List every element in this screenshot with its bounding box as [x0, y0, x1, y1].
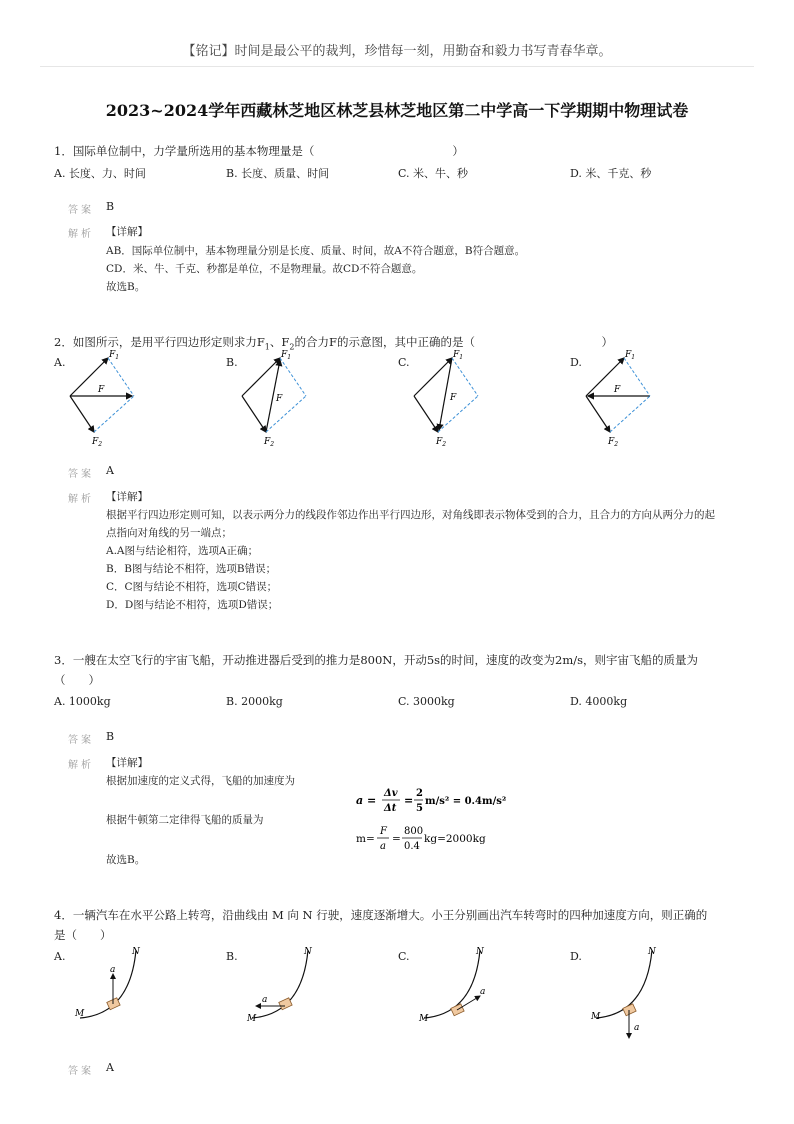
q2-explanation-line: C．C图与结论不相符，选项C错误；	[106, 581, 278, 593]
q1-option-b: B. 长度、质量、时间	[226, 167, 330, 180]
q2-option-a: A.	[54, 356, 66, 369]
header-divider	[40, 66, 754, 67]
svg-text:M: M	[591, 1012, 601, 1022]
svg-text:a: a	[110, 965, 116, 975]
svg-text:m=: m=	[356, 833, 375, 845]
svg-text:F: F	[380, 826, 387, 837]
q4-figure-a	[70, 944, 160, 1044]
q2-analysis-tag: 解析	[68, 494, 94, 505]
q1-analysis-tag: 解析	[68, 229, 94, 240]
f1-label: $F_1$	[625, 350, 636, 361]
q1-option-d: D. 米、千克、秒	[570, 167, 652, 180]
q2-figure-b	[234, 346, 324, 448]
svg-text:800: 800	[404, 826, 424, 837]
f2-label: $F_2$	[608, 437, 619, 448]
q3-detail-label: 【详解】	[106, 757, 148, 769]
q4-stem-line2: 是（ ）	[54, 928, 112, 942]
svg-text:M: M	[247, 1014, 257, 1024]
q3-option-a: A. 1000kg	[54, 695, 111, 708]
q3-analysis-tag: 解析	[68, 760, 94, 771]
mass-formula	[356, 824, 496, 857]
q2-explanation-line: A.A图与结论相符，选项A正确；	[106, 545, 259, 557]
q1-answer-tag: 答案	[68, 205, 94, 216]
svg-text:a: a	[380, 841, 386, 852]
f-label: F	[98, 385, 105, 395]
q2-option-b: B.	[226, 356, 238, 369]
q1-option-c: C. 米、牛、秒	[398, 167, 469, 180]
svg-text:Δt: Δt	[384, 803, 397, 814]
f2-label: $F_2$	[92, 437, 103, 448]
f-label: F	[276, 394, 283, 404]
page-title: 2023~2024学年西藏林芝地区林芝县林芝地区第二中学高一下学期期中物理试卷	[105, 101, 689, 120]
q4-stem: 4．一辆汽车在水平公路上转弯，沿曲线由 M 向 N 行驶，速度逐渐增大。小王分别画出汽车转弯时的四种加速度方向，则正确的	[54, 908, 708, 922]
q2-answer: A	[106, 464, 114, 477]
q3-stem: 3．一艘在太空飞行的宇宙飞船，开动推进器后受到的推力是800N，开动5s的时间，速度的改变为2m/s，则宇宙飞船的质量为	[54, 653, 699, 667]
q4-option-c: C.	[398, 950, 410, 963]
svg-text:N: N	[132, 947, 140, 957]
svg-text:=: =	[392, 833, 401, 845]
svg-text:N: N	[304, 947, 312, 957]
q3-stem-line2: （ ）	[54, 673, 100, 687]
q2-explanation-line: 点指向对角线的另一端点；	[106, 527, 232, 539]
svg-text:N: N	[476, 947, 484, 957]
svg-text:a: a	[480, 987, 486, 997]
q2-explanation-line: B．B图与结论不相符，选项B错误；	[106, 563, 277, 575]
q2-stem: 2．如图所示，是用平行四边形定则求力$F_1$、$F_2$的合力F的示意图，其中正确的是（ ）	[54, 335, 613, 352]
q1-explanation-line: CD．米、牛、千克、秒都是单位，不是物理量。故CD不符合题意。	[106, 263, 423, 275]
q2-option-d: D.	[570, 356, 582, 369]
svg-text:M: M	[419, 1014, 429, 1024]
q2-figure-c	[406, 346, 496, 448]
q4-answer-tag: 答案	[68, 1066, 94, 1077]
q2-answer-tag: 答案	[68, 469, 94, 480]
svg-text:m/s² = 0.4m/s²: m/s² = 0.4m/s²	[425, 796, 507, 807]
q3-answer: B	[106, 730, 115, 743]
svg-text:=: =	[404, 794, 414, 807]
q4-answer: A	[106, 1061, 114, 1074]
motto: 【铭记】时间是最公平的裁判，珍惜每一刻，用勤奋和毅力书写青春华章。	[182, 44, 612, 59]
q2-explanation-line: D．D图与结论不相符，选项D错误；	[106, 599, 279, 611]
q4-option-a: A.	[54, 950, 66, 963]
svg-text:5: 5	[416, 803, 423, 814]
q3-option-c: C. 3000kg	[398, 695, 455, 708]
acceleration-formula	[356, 786, 507, 819]
f2-label: $F_2$	[436, 437, 447, 448]
q4-option-d: D.	[570, 950, 582, 963]
q1-answer: B	[106, 200, 115, 213]
q2-figure-d	[578, 346, 668, 448]
q3-explanation-line: 根据牛顿第二定律得飞船的质量为	[106, 814, 264, 826]
q3-option-d: D. 4000kg	[570, 695, 628, 708]
q2-detail-label: 【详解】	[106, 491, 148, 503]
f1-label: $F_1$	[281, 350, 292, 361]
q3-answer-tag: 答案	[68, 735, 94, 746]
f2-label: $F_2$	[264, 437, 275, 448]
f1-label: $F_1$	[453, 350, 464, 361]
svg-text:M: M	[75, 1009, 85, 1019]
q1-explanation-line: AB．国际单位制中，基本物理量分别是长度、质量、时间，故A不符合题意，B符合题意。	[106, 245, 526, 257]
q3-option-b: B. 2000kg	[226, 695, 283, 708]
svg-text:a: a	[634, 1023, 640, 1033]
q1-explanation-line: 故选B。	[106, 281, 146, 293]
svg-text:a: a	[262, 995, 268, 1005]
q4-option-b: B.	[226, 950, 238, 963]
q4-figure-d	[586, 944, 676, 1044]
q2-explanation-line: 根据平行四边形定则可知，以表示两分力的线段作邻边作出平行四边形，对角线即表示物体受到的合力，且合力的方向从两分力的起	[106, 509, 715, 521]
f-label: F	[450, 393, 457, 403]
svg-text:kg=2000kg: kg=2000kg	[424, 833, 486, 845]
q1-stem: 1．国际单位制中，力学量所选用的基本物理量是（ ）	[54, 144, 464, 158]
svg-text:Δv: Δv	[384, 788, 398, 799]
f-label: F	[614, 385, 621, 395]
q1-detail-label: 【详解】	[106, 226, 148, 238]
q2-option-c: C.	[398, 356, 410, 369]
svg-text:a =: a =	[356, 794, 377, 807]
f1-label: $F_1$	[109, 350, 120, 361]
q4-figure-c	[414, 944, 504, 1044]
q1-option-a: A. 长度、力、时间	[54, 167, 146, 180]
svg-text:2: 2	[416, 788, 423, 799]
q4-figure-b	[242, 944, 332, 1044]
q2-figure-a	[62, 346, 152, 448]
q3-explanation-line: 故选B。	[106, 854, 146, 866]
svg-text:N: N	[648, 947, 656, 957]
q3-explanation-line: 根据加速度的定义式得，飞船的加速度为	[106, 775, 295, 787]
svg-text:0.4: 0.4	[404, 841, 420, 852]
